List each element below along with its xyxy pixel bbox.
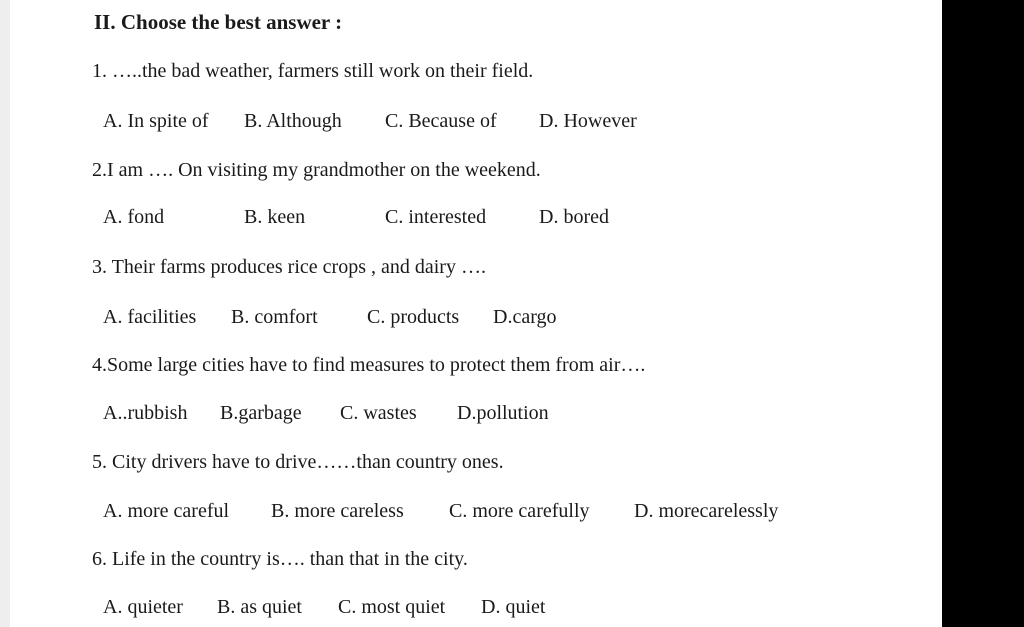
question-4-text: 4.Some large cities have to find measures to protect them from air…. bbox=[92, 354, 646, 376]
question-4-option-c[interactable]: C. wastes bbox=[340, 402, 417, 424]
question-6-option-c[interactable]: C. most quiet bbox=[338, 596, 446, 618]
question-3-text: 3. Their farms produces rice crops , and dairy …. bbox=[92, 256, 486, 278]
question-4-option-d[interactable]: D.pollution bbox=[457, 402, 549, 424]
question-2-option-a[interactable]: A. fond bbox=[103, 206, 165, 228]
section-title: II. Choose the best answer : bbox=[94, 10, 343, 34]
question-6-text: 6. Life in the country is…. than that in the city. bbox=[92, 548, 468, 570]
question-3-option-d[interactable]: D.cargo bbox=[493, 306, 557, 328]
question-6-option-d[interactable]: D. quiet bbox=[481, 596, 546, 618]
question-3-option-a[interactable]: A. facilities bbox=[103, 306, 197, 328]
right-black-bar bbox=[942, 0, 1024, 627]
question-1-option-c[interactable]: C. Because of bbox=[385, 110, 497, 132]
question-4-option-a[interactable]: A..rubbish bbox=[103, 402, 188, 424]
question-5-option-d[interactable]: D. morecarelessly bbox=[634, 500, 779, 522]
question-1-option-d[interactable]: D. However bbox=[539, 110, 637, 132]
question-5-option-b[interactable]: B. more careless bbox=[271, 500, 404, 522]
question-6-option-a[interactable]: A. quieter bbox=[103, 596, 183, 618]
question-5-text: 5. City drivers have to drive……than country ones. bbox=[92, 451, 504, 473]
question-2-option-b[interactable]: B. keen bbox=[244, 206, 306, 228]
question-5-option-c[interactable]: C. more carefully bbox=[449, 500, 590, 522]
question-2-option-c[interactable]: C. interested bbox=[385, 206, 487, 228]
question-3-option-c[interactable]: C. products bbox=[367, 306, 460, 328]
question-5-option-a[interactable]: A. more careful bbox=[103, 500, 230, 522]
question-4-option-b[interactable]: B.garbage bbox=[220, 402, 302, 424]
question-6-option-b[interactable]: B. as quiet bbox=[217, 596, 302, 618]
question-2-text: 2.I am …. On visiting my grandmother on the weekend. bbox=[92, 159, 541, 181]
question-1-option-a[interactable]: A. In spite of bbox=[103, 110, 209, 132]
question-3-option-b[interactable]: B. comfort bbox=[231, 306, 318, 328]
question-1-text: 1. …..the bad weather, farmers still work on their field. bbox=[92, 60, 534, 82]
question-2-option-d[interactable]: D. bored bbox=[539, 206, 609, 228]
question-1-option-b[interactable]: B. Although bbox=[244, 110, 342, 132]
left-margin-strip bbox=[0, 0, 10, 627]
